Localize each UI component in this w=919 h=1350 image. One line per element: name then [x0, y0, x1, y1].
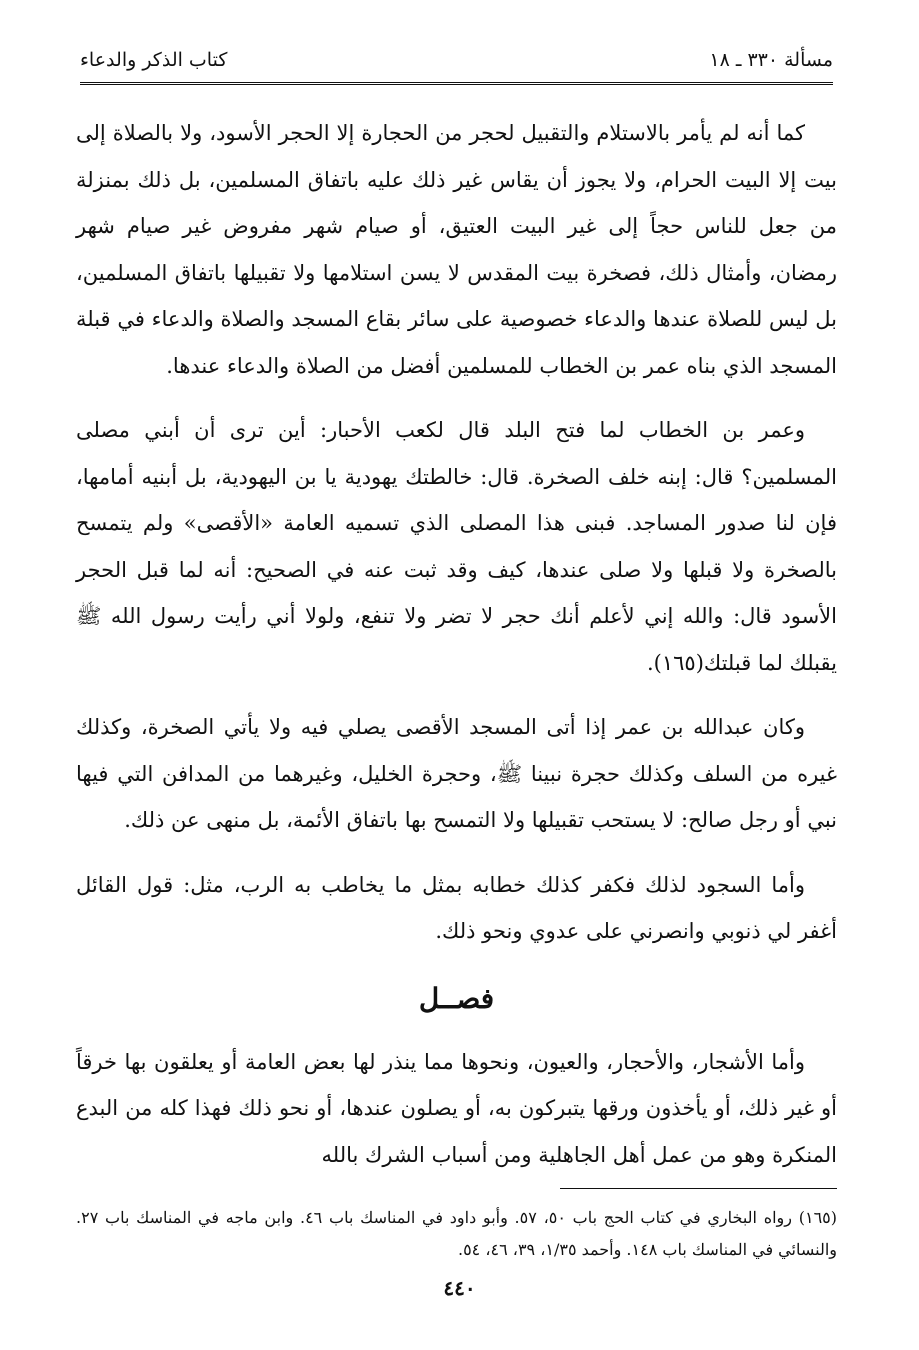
footnote-rule: [560, 1188, 837, 1189]
section-heading: فصــل: [418, 981, 495, 1015]
page-number: ٤٤٠: [443, 1276, 476, 1300]
paragraph-1: كما أنه لم يأمر بالاستلام والتقبيل لحجر من الحجارة إلا الحجر الأسود، ولا بالصلاة إلى بيت إلا البيت الحرام، ولا يجوز أن يقاس غير ذلك عليه باتفاق المسلمين، بل ذلك بمنزلة من جعل للناس حجاً إلى غير البيت العتيق، أو صيام شهر مفروض غير صيام شهر رمضان، وأمثال ذلك، فصخرة بيت المقدس لا يسن استلامها ولا تقبيلها باتفاق المسلمين، بل ليس للصلاة عندها والدعاء خصوصية على سائر بقاع المسجد والصلاة والدعاء في قبلة المسجد الذي بناه عمر بن الخطاب للمسلمين أفضل من الصلاة والدعاء عندها.: [76, 121, 837, 378]
header-rule: [80, 82, 833, 88]
footnote: [76, 1202, 837, 1266]
footnote-165: (١٦٥) رواه البخاري في كتاب الحج باب ٥٠، ٥٧. وأبو داود في المناسك باب ٤٦. وابن ماجه في المناسك باب ٢٧. والنسائي في المناسك باب ١٤٨. وأحمد ١/٣٥، ٣٩، ٤٦، ٥٤.: [76, 1208, 838, 1259]
paragraph-3: وكان عبدالله بن عمر إذا أتى المسجد الأقصى يصلي فيه ولا يأتي الصخرة، وكذلك غيره من السلف وكذلك حجرة نبينا ﷺ، وحجرة الخليل، وغيرهما من المدافن التي فيها نبي أو رجل صالح: لا يستحب تقبيلها ولا التمسح بها باتفاق الأئمة، بل منهى عن ذلك.: [76, 715, 837, 832]
main-text: [76, 110, 837, 1196]
running-header: [80, 44, 833, 76]
paragraph-4: وأما السجود لذلك فكفر كذلك خطابه بمثل ما يخاطب به الرب، مثل: قول القائل أغفر لي ذنوبي وانصرني على عدوي ونحو ذلك.: [76, 872, 837, 943]
paragraph-2: وعمر بن الخطاب لما فتح البلد قال لكعب الأحبار: أين ترى أن أبني مصلى المسلمين؟ قال: إبنه خلف الصخرة. قال: خالطتك يهودية يا بن اليهودية، بل أبنيه أمامها، فإن لنا صدور المساجد. فبنى هذا المصلى الذي تسميه العامة «الأقصى» ولم يتمسح بالصخرة ولا قبلها ولا صلى عندها، كيف وقد ثبت عنه في الصحيح: أنه لما قبل الحجر الأسود قال: والله إني لأعلم أنك حجر لا تضر ولا تنفع، ولولا أني رأيت رسول الله ﷺ يقبلك لما قبلتك(١٦٥).: [76, 418, 837, 675]
section-paragraph: وأما الأشجار، والأحجار، والعيون، ونحوها مما ينذر لها بعض العامة أو يعلقون بها خرقاً أو غير ذلك، أو يأخذون ورقها يتبركون به، أو يصلون عندها، أو نحو ذلك فهذا كله من البدع المنكرة وهو من عمل أهل الجاهلية ومن أسباب الشرك بالله: [76, 1049, 837, 1167]
book-title: كتاب الذكر والدعاء: [80, 49, 228, 71]
issue-number: مسألة ٣٣٠ ـ ١٨: [709, 49, 833, 71]
